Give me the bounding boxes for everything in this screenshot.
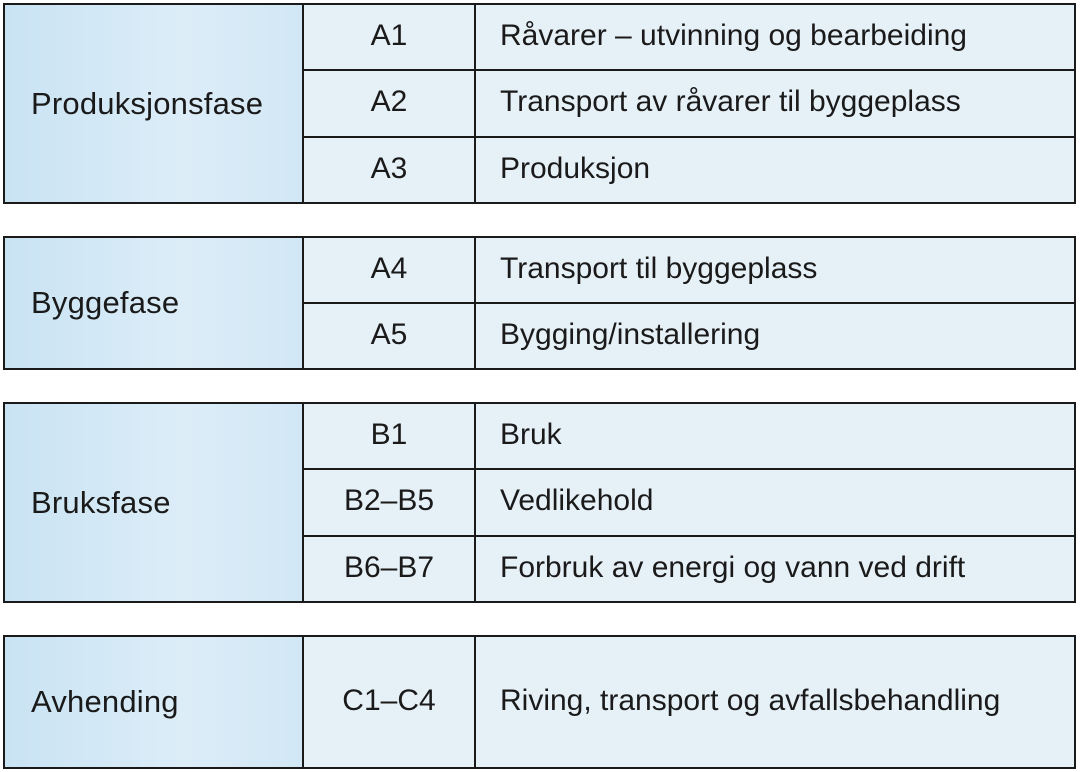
stage-description: Bruk bbox=[476, 404, 1074, 468]
stage-code: B1 bbox=[304, 404, 476, 468]
phase-block-bruksfase bbox=[3, 402, 1076, 603]
stage-description: Bygging/installering bbox=[476, 304, 1074, 368]
table-row bbox=[304, 637, 1074, 767]
table-row bbox=[304, 69, 1074, 135]
table-row bbox=[304, 302, 1074, 368]
stage-code: C1–C4 bbox=[304, 637, 476, 767]
stage-code: B2–B5 bbox=[304, 470, 476, 534]
stage-description: Transport av råvarer til byggeplass bbox=[476, 71, 1074, 135]
phase-rows bbox=[304, 5, 1074, 202]
phase-label: Byggefase bbox=[5, 238, 304, 368]
stage-description: Forbruk av energi og vann ved drift bbox=[476, 537, 1074, 601]
phase-rows bbox=[304, 404, 1074, 601]
phase-block-produksjonsfase bbox=[3, 3, 1076, 204]
stage-description: Riving, transport og avfallsbehandling bbox=[476, 637, 1074, 767]
table-row bbox=[304, 136, 1074, 202]
table-row bbox=[304, 238, 1074, 302]
phase-block-avhending bbox=[3, 635, 1076, 769]
stage-description: Produksjon bbox=[476, 138, 1074, 202]
phase-rows bbox=[304, 637, 1074, 767]
table-row bbox=[304, 535, 1074, 601]
stage-description: Vedlikehold bbox=[476, 470, 1074, 534]
stage-code: A3 bbox=[304, 138, 476, 202]
phase-label: Bruksfase bbox=[5, 404, 304, 601]
stage-code: B6–B7 bbox=[304, 537, 476, 601]
stage-code: A5 bbox=[304, 304, 476, 368]
stage-code: A1 bbox=[304, 5, 476, 69]
table-row bbox=[304, 468, 1074, 534]
table-row bbox=[304, 5, 1074, 69]
stage-description: Transport til byggeplass bbox=[476, 238, 1074, 302]
phase-label: Produksjonsfase bbox=[5, 5, 304, 202]
stage-description: Råvarer – utvinning og bearbeiding bbox=[476, 5, 1074, 69]
phase-label: Avhending bbox=[5, 637, 304, 767]
stage-code: A2 bbox=[304, 71, 476, 135]
phase-rows bbox=[304, 238, 1074, 368]
stage-code: A4 bbox=[304, 238, 476, 302]
phase-block-byggefase bbox=[3, 236, 1076, 370]
table-row bbox=[304, 404, 1074, 468]
